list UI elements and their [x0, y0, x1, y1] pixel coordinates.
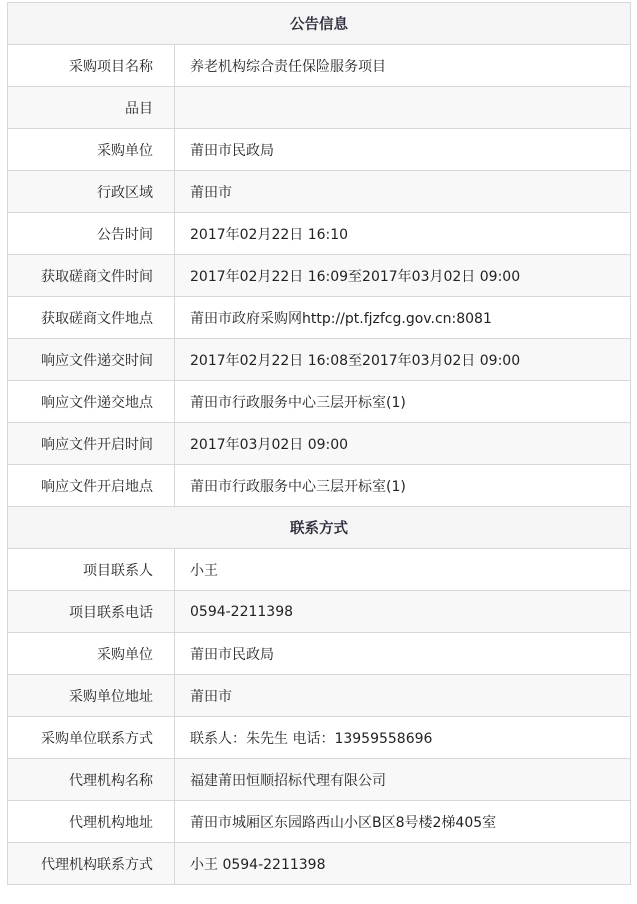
row-label: 公告时间: [8, 213, 175, 255]
table-row: [8, 255, 631, 297]
row-value: 联系人：朱先生 电话：13959558696: [175, 717, 631, 759]
row-value: 小王 0594-2211398: [175, 843, 631, 885]
row-value: 莆田市行政服务中心三层开标室(1): [175, 465, 631, 507]
table-row: [8, 87, 631, 129]
table-row: [8, 213, 631, 255]
table-row: [8, 339, 631, 381]
row-label: 代理机构名称: [8, 759, 175, 801]
row-label: 项目联系电话: [8, 591, 175, 633]
table-row: [8, 45, 631, 87]
row-label: 代理机构地址: [8, 801, 175, 843]
row-value: [175, 87, 631, 129]
row-label: 采购单位联系方式: [8, 717, 175, 759]
table-row: [8, 591, 631, 633]
row-label: 代理机构联系方式: [8, 843, 175, 885]
row-value: 养老机构综合责任保险服务项目: [175, 45, 631, 87]
table-row: [8, 717, 631, 759]
row-label: 响应文件递交地点: [8, 381, 175, 423]
row-value: 2017年02月22日 16:08至2017年03月02日 09:00: [175, 339, 631, 381]
table-row: [8, 633, 631, 675]
row-value: 2017年02月22日 16:09至2017年03月02日 09:00: [175, 255, 631, 297]
row-label: 项目联系人: [8, 549, 175, 591]
row-label: 品目: [8, 87, 175, 129]
row-value: 莆田市城厢区东园路西山小区B区8号楼2梯405室: [175, 801, 631, 843]
table-row: [8, 759, 631, 801]
row-label: 响应文件开启时间: [8, 423, 175, 465]
row-value: 0594-2211398: [175, 591, 631, 633]
table-row: [8, 801, 631, 843]
table-row: [8, 549, 631, 591]
row-value: 莆田市行政服务中心三层开标室(1): [175, 381, 631, 423]
section-title-announcement: 公告信息: [8, 3, 631, 45]
row-label: 响应文件递交时间: [8, 339, 175, 381]
table-row: [8, 675, 631, 717]
row-value: 小王: [175, 549, 631, 591]
row-label: 采购单位地址: [8, 675, 175, 717]
row-label: 采购单位: [8, 633, 175, 675]
section-title-contact: 联系方式: [8, 507, 631, 549]
row-label: 响应文件开启地点: [8, 465, 175, 507]
table-row: [8, 129, 631, 171]
table-row: [8, 381, 631, 423]
row-value: 莆田市: [175, 171, 631, 213]
section-header-announcement: [8, 3, 631, 45]
row-label: 行政区域: [8, 171, 175, 213]
row-value: 莆田市民政局: [175, 633, 631, 675]
section-header-contact: [8, 507, 631, 549]
table-row: [8, 465, 631, 507]
row-value: 莆田市民政局: [175, 129, 631, 171]
row-value: 2017年02月22日 16:10: [175, 213, 631, 255]
table-row: [8, 423, 631, 465]
row-value: 莆田市: [175, 675, 631, 717]
table-row: [8, 843, 631, 885]
announcement-info-table: [7, 2, 631, 885]
table-row: [8, 171, 631, 213]
row-label: 获取磋商文件时间: [8, 255, 175, 297]
row-value: 福建莆田恒顺招标代理有限公司: [175, 759, 631, 801]
row-label: 采购单位: [8, 129, 175, 171]
row-label: 获取磋商文件地点: [8, 297, 175, 339]
row-label: 采购项目名称: [8, 45, 175, 87]
row-value: 2017年03月02日 09:00: [175, 423, 631, 465]
table-row: [8, 297, 631, 339]
row-value: 莆田市政府采购网http://pt.fjzfcg.gov.cn:8081: [175, 297, 631, 339]
